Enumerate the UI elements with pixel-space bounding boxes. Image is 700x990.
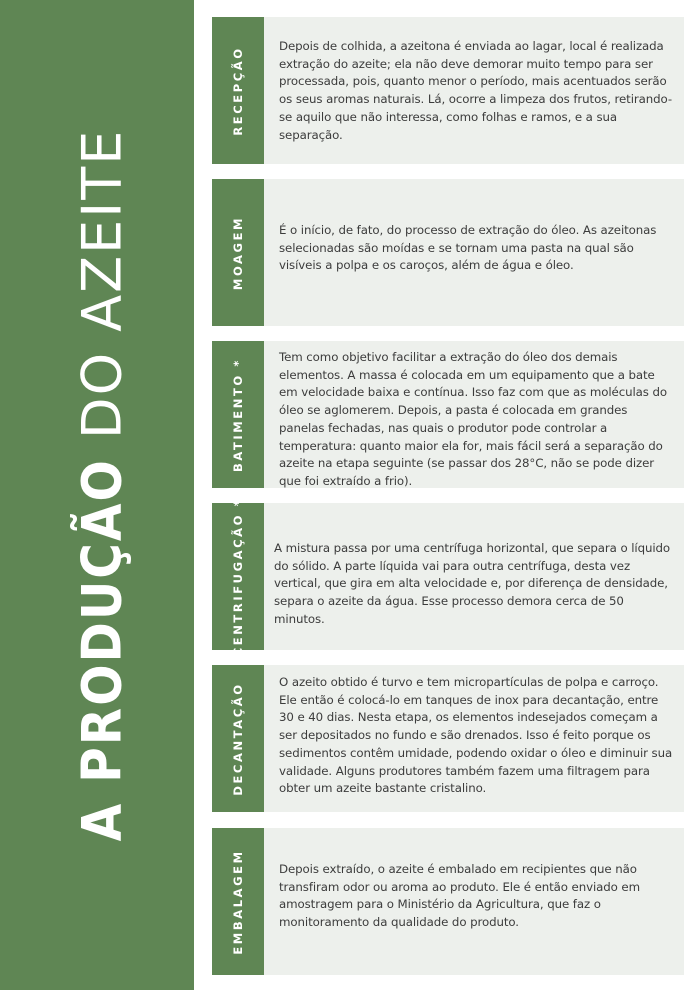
section-text: Tem como objetivo facilitar a extração do óleo dos demais elementos. A massa é colocada em um equipamento que a bate em velocidade baixa e contínua. Isso faz com que as moléculas do óleo se aglomerem. Depois, a pasta é colocada em grandes panelas fechadas, nas quais o produtor pode controlar a temperatura: quanto maior ela for, mais fácil será a separação do azeite na etapa seguinte (se passar dos 28°C, não se pode dizer que foi extraído a frio). (279, 350, 667, 488)
section-moagem (212, 179, 684, 326)
section-label-bar (212, 828, 264, 975)
section-label: CENTRIFUGAÇÃO * (231, 497, 245, 656)
section-embalagem (212, 828, 684, 975)
section-text: O azeito obtido é turvo e tem micropartículas de polpa e carroço. Ele então é colocá-lo em tanques de inox para decantação, entre 30 e 40 dias. Nesta etapa, os elementos indesejados começam a ser depositados no fundo e são drenados. Isso é feito porque os sedimentos contêm umidade, podendo oxidar o óleo e diminuir sua validade. Alguns produtores também fazem uma filtragem para obter um azeite bastante cristalino. (279, 675, 673, 796)
section-label: RECEPÇÃO (231, 45, 245, 136)
section-recepcao (212, 17, 684, 164)
section-label-bar (212, 179, 264, 326)
section-text: Depois extraído, o azeite é embalado em recipientes que não transfiram odor ou aroma ao produto. Ele é então enviado em amostragem para o Ministério da Agricultura, que faz o monitoramento da qualidade do produto. (279, 862, 640, 930)
title-sidebar (0, 0, 194, 990)
section-text: É o início, de fato, do processo de extração do óleo. As azeitonas selecionadas são moídas e se tornam uma pasta na qual são visíveis a polpa e os caroços, além de água e óleo. (279, 223, 657, 273)
section-label: BATIMENTO * (231, 357, 245, 472)
section-label: DECANTAÇÃO (231, 681, 245, 796)
page-title-part2: DO AZEITE (70, 128, 134, 459)
page-title (71, 129, 134, 842)
section-label: EMBALAGEM (231, 848, 245, 955)
section-label-bar (212, 17, 264, 164)
section-label-bar (212, 665, 264, 812)
section-decantacao (212, 665, 684, 812)
section-label-bar (212, 341, 264, 488)
section-label: MOAGEM (231, 215, 245, 290)
section-centrifugacao (212, 497, 684, 656)
section-text: A mistura passa por uma centrífuga horizontal, que separa o líquido do sólido. A parte líquida vai para outra centrífuga, desta vez vertical, que gira em alta velocidade e, por diferença de densidade, separa o azeite da água. Esse processo demora cerca de 50 minutos. (274, 541, 671, 626)
section-label-bar (212, 497, 264, 656)
page-title-part1: A PRODUÇÃO (70, 458, 134, 842)
section-batimento (212, 341, 684, 488)
section-text: Depois de colhida, a azeitona é enviada ao lagar, local é realizada extração do azeite; ela não deve demorar muito tempo para ser processada, pois, quanto menor o período, mais acentuados serão os seus aromas naturais. Lá, ocorre a limpeza dos frutos, retirando-se aquilo que não interessa, como folhas e ramos, e a sua separação. (279, 39, 673, 142)
